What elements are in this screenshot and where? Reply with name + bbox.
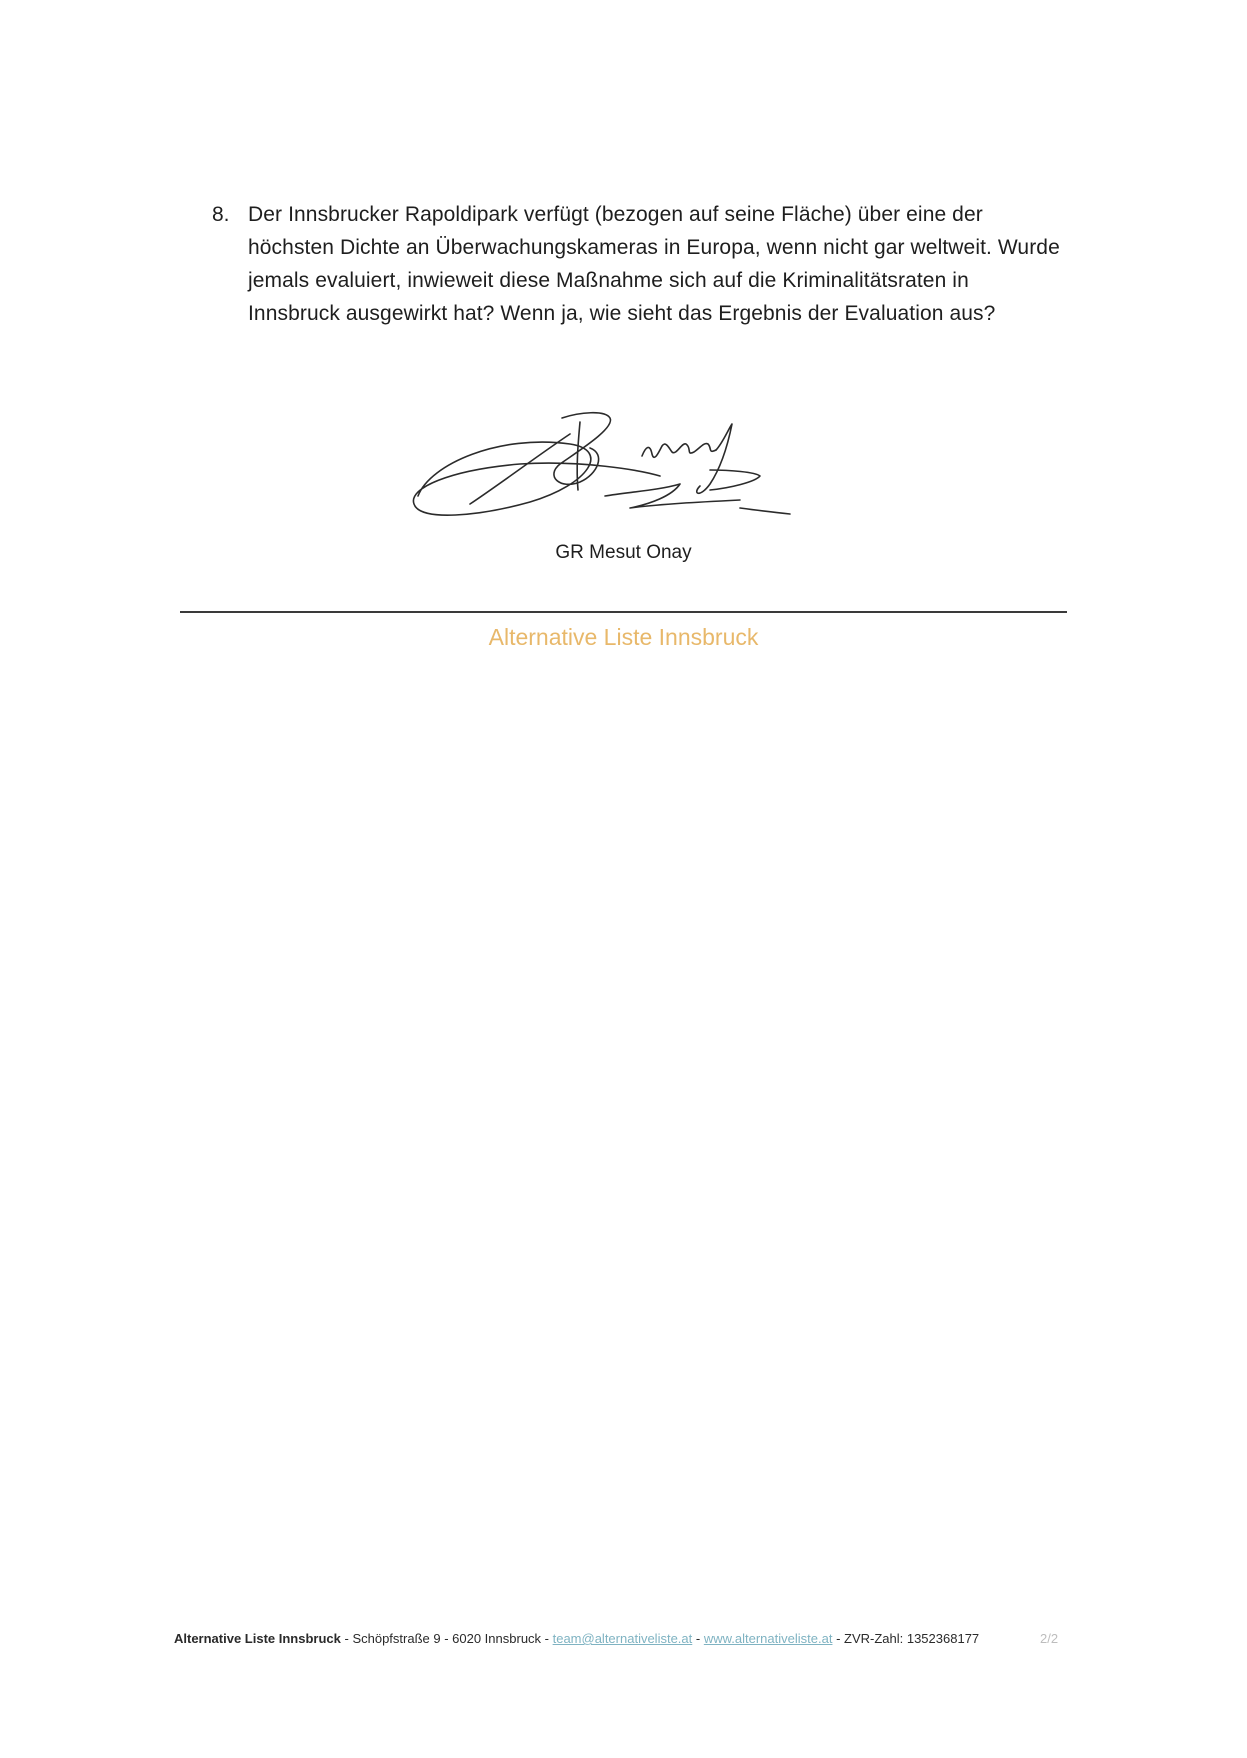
signer-name: GR Mesut Onay bbox=[555, 542, 692, 563]
footer-zvr: - ZVR-Zahl: 1352368177 bbox=[832, 1631, 980, 1646]
footer-website-link[interactable]: www.alternativeliste.at bbox=[703, 1631, 833, 1646]
question-item bbox=[212, 198, 1062, 330]
organization-name: Alternative Liste Innsbruck bbox=[488, 624, 759, 650]
page-number: 2/2 bbox=[1040, 1631, 1059, 1646]
footer-separator: - bbox=[692, 1631, 704, 1646]
handwritten-signature bbox=[410, 404, 830, 534]
question-number: 8. bbox=[212, 203, 230, 226]
divider-line bbox=[180, 611, 1067, 613]
page-footer bbox=[174, 1631, 979, 1646]
question-text: Der Innsbrucker Rapoldipark verfügt (bezogen auf seine Fläche) über eine der höchsten Dichte an Überwachungskameras in Europa, wenn nicht gar weltweit. Wurde jemals evaluiert, inwieweit diese Maßnahme sich auf die Kriminalitätsraten in Innsbruck ausgewirkt hat? Wenn ja, wie sieht das Ergebnis der Evaluation aus? bbox=[248, 203, 1060, 325]
footer-address: - Schöpfstraße 9 - 6020 Innsbruck - bbox=[340, 1631, 553, 1646]
footer-email-link[interactable]: team@alternativeliste.at bbox=[552, 1631, 693, 1646]
footer-brand: Alternative Liste Innsbruck bbox=[174, 1631, 341, 1646]
